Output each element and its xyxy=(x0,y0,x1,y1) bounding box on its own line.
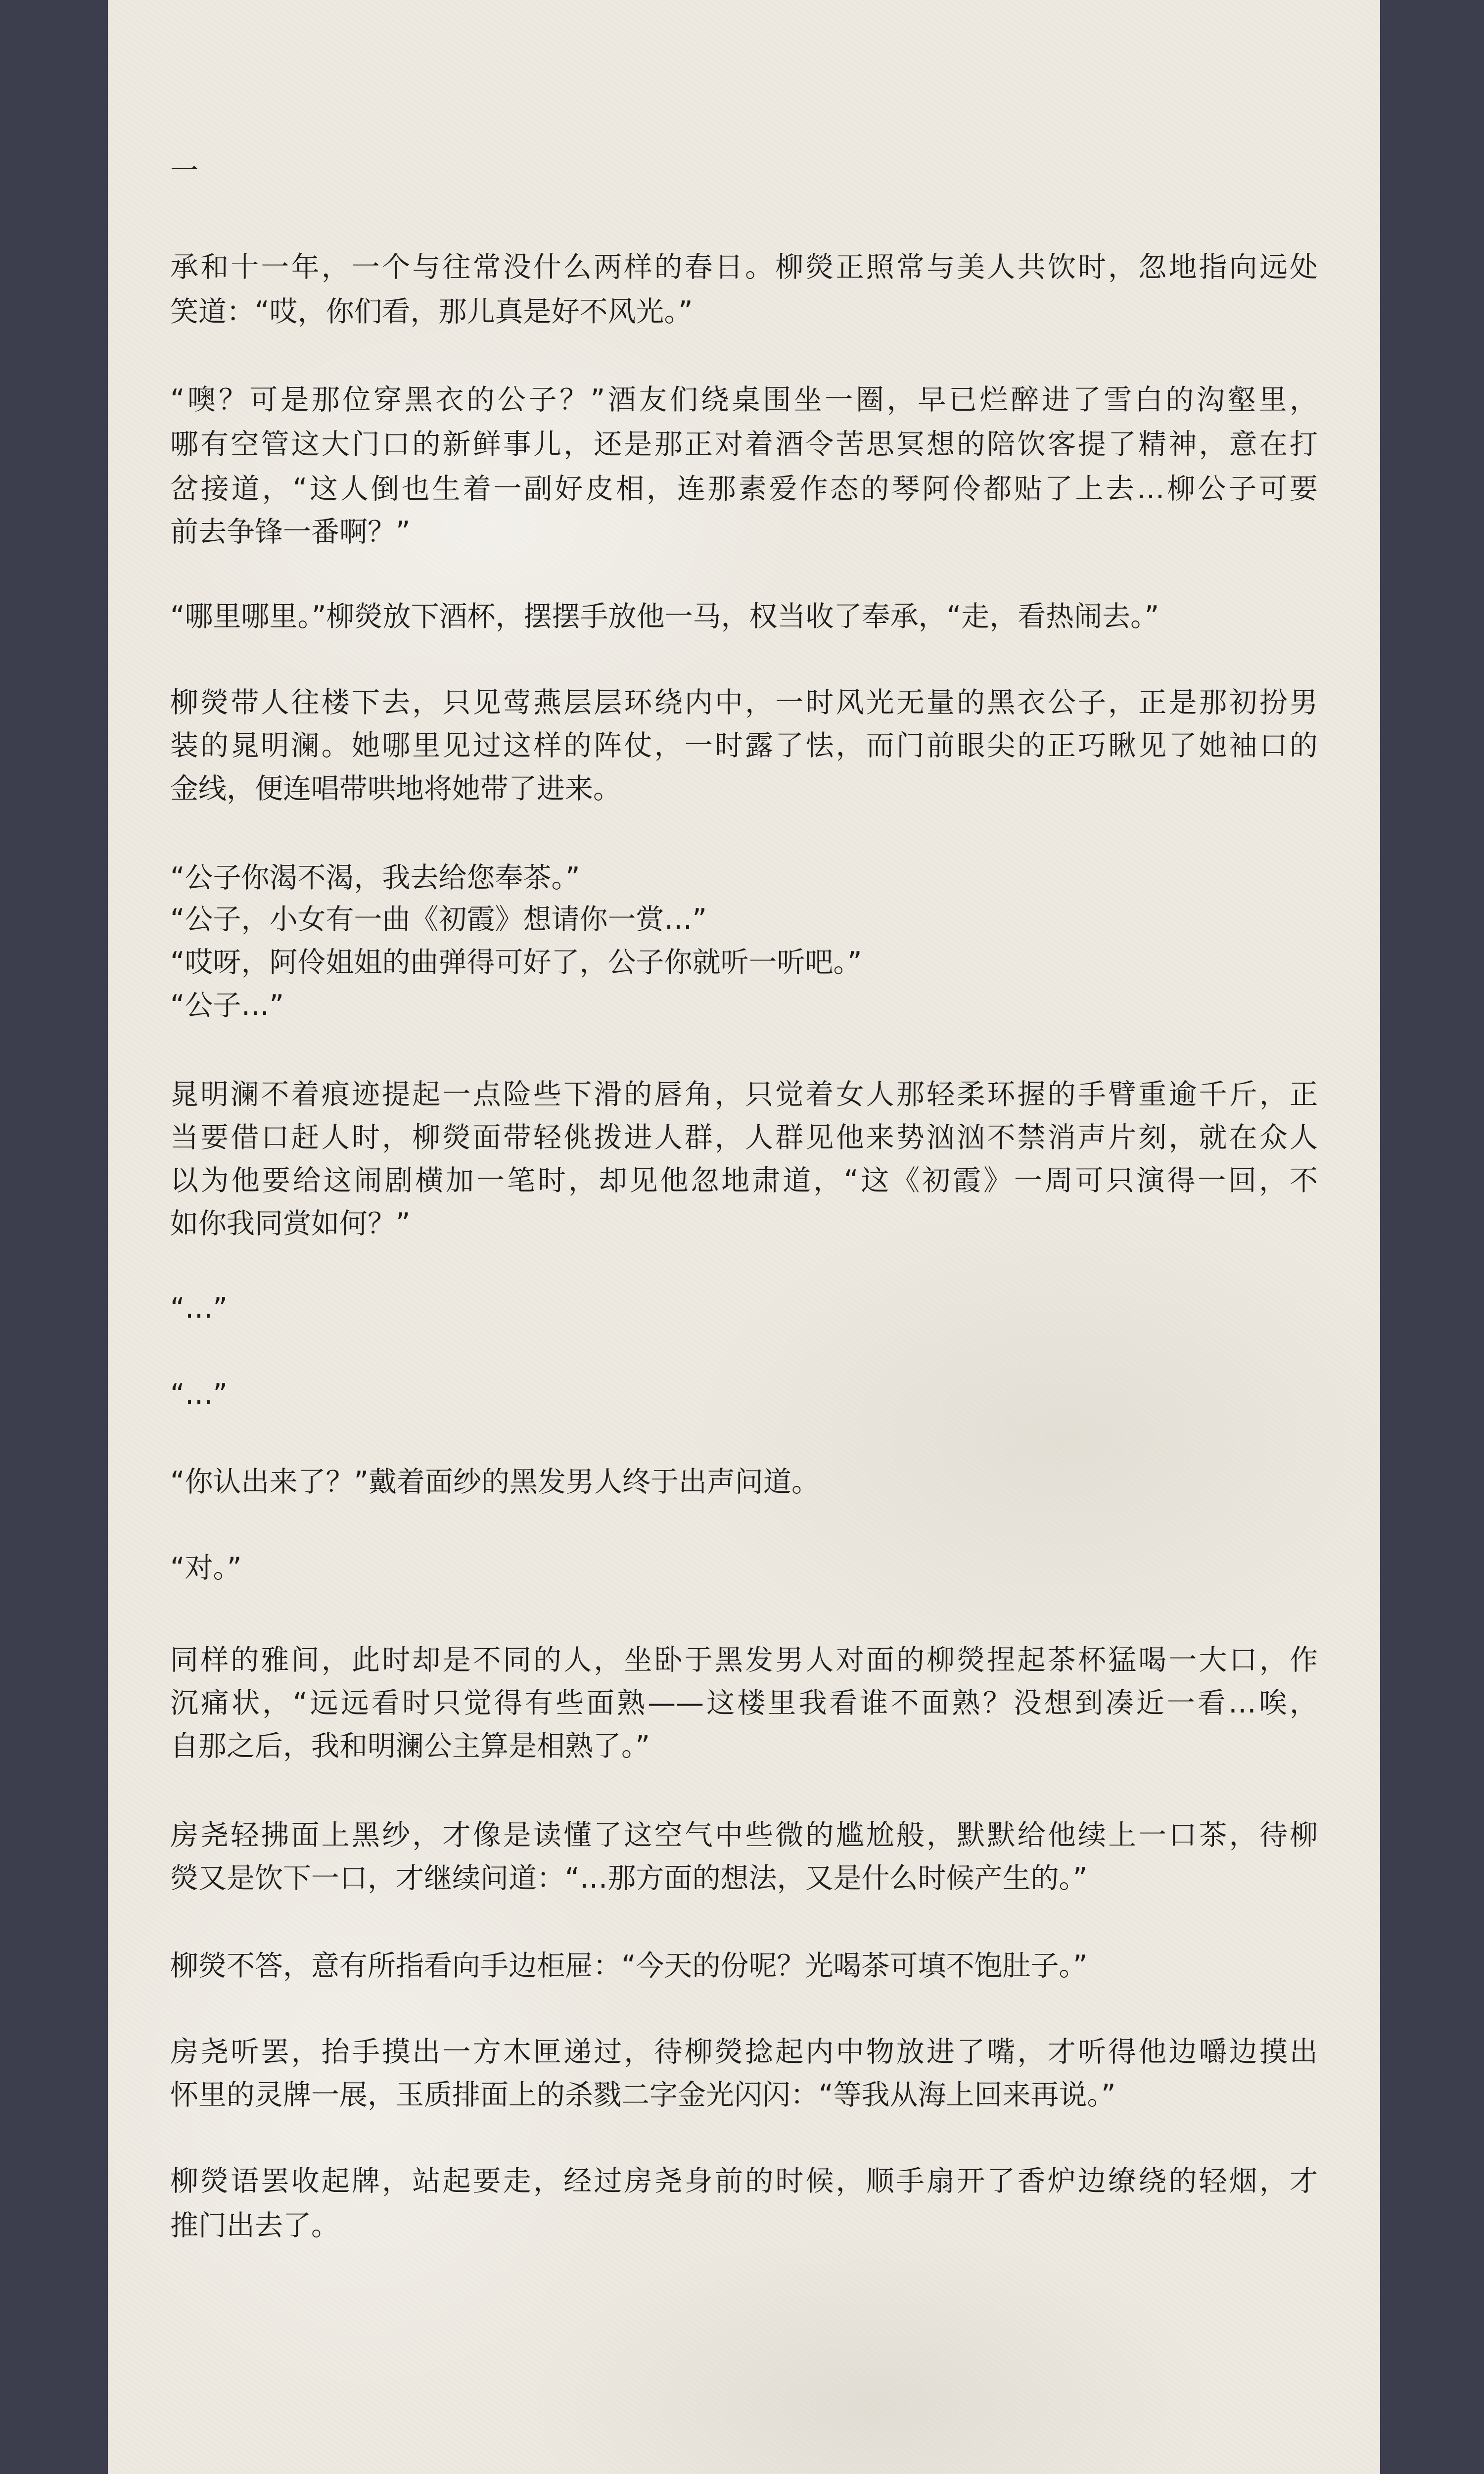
paragraph-line: 房尧听罢，抬手摸出一方木匣递过，待柳熒捻起内中物放进了嘴，才听得他边嚼边摸出 xyxy=(170,2036,1318,2068)
paragraph-line: 金线，便连唱带哄地将她带了进来。 xyxy=(170,772,621,805)
paragraph-line: 笑道：“哎，你们看，那儿真是好不风光。” xyxy=(170,295,693,328)
dialogue-line: “公子…” xyxy=(170,989,284,1022)
paragraph-line: 同样的雅间，此时却是不同的人，坐卧于黑发男人对面的柳熒捏起茶杯猛喝一大口，作 xyxy=(170,1644,1318,1676)
paragraph-line: 前去争锋一番啊？” xyxy=(170,516,411,548)
paragraph-line: 怀里的灵牌一展，玉质排面上的杀戮二字金光闪闪：“等我从海上回来再说。” xyxy=(170,2079,1116,2111)
paragraph-line: 以为他要给这闹剧横加一笔时，却见他忽地肃道，“这《初霞》一周可只演得一回，不 xyxy=(170,1164,1318,1197)
dialogue-line: “对。” xyxy=(170,1552,242,1584)
paragraph-line: 沉痛状，“远远看时只觉得有些面熟——这楼里我看谁不面熟？没想到凑近一看…唉， xyxy=(170,1687,1318,1719)
dialogue-line: “…” xyxy=(170,1292,228,1325)
dialogue-line: “公子，小女有一曲《初霞》想请你一赏…” xyxy=(170,903,707,936)
paragraph-line: “哪里哪里。”柳熒放下酒杯，摆摆手放他一马，权当收了奉承，“走，看热闹去。” xyxy=(170,600,1159,633)
paragraph-line: 哪有空管这大门口的新鲜事儿，还是那正对着酒令苦思冥想的陪饮客提了精神，意在打 xyxy=(170,428,1318,461)
paragraph-line: 推门出去了。 xyxy=(170,2209,339,2242)
paragraph-line: 如你我同赏如何？” xyxy=(170,1207,411,1240)
paragraph-line: “噢？可是那位穿黑衣的公子？”酒友们绕桌围坐一圈，早已烂醉进了雪白的沟壑里， xyxy=(170,383,1318,416)
dialogue-line: “…” xyxy=(170,1378,228,1411)
paper-page xyxy=(108,0,1380,2474)
paragraph-line: 柳熒语罢收起牌，站起要走，经过房尧身前的时候，顺手扇开了香炉边缭绕的轻烟，才 xyxy=(170,2165,1318,2197)
paragraph-line: 当要借口赶人时，柳熒面带轻佻拨进人群，人群见他来势汹汹不禁消声片刻，就在众人 xyxy=(170,1121,1318,1154)
dialogue-line: “哎呀，阿伶姐姐的曲弹得可好了，公子你就听一听吧。” xyxy=(170,946,862,979)
paragraph-line: 柳熒带人往楼下去，只见莺燕层层环绕内中，一时风光无量的黑衣公子，正是那初扮男 xyxy=(170,686,1318,719)
paragraph-line: 房尧轻拂面上黑纱，才像是读懂了这空气中些微的尴尬般，默默给他续上一口茶，待柳 xyxy=(170,1819,1318,1852)
chapter-marker: 一 xyxy=(170,154,198,187)
paragraph-line: 自那之后，我和明澜公主算是相熟了。” xyxy=(170,1730,650,1762)
paragraph-line: 承和十一年，一个与往常没什么两样的春日。柳熒正照常与美人共饮时，忽地指向远处 xyxy=(170,251,1318,284)
paragraph-line: 熒又是饮下一口，才继续问道：“…那方面的想法，又是什么时候产生的。” xyxy=(170,1862,1088,1895)
dialogue-line: “你认出来了？”戴着面纱的黑发男人终于出声问道。 xyxy=(170,1466,820,1498)
dialogue-line: “公子你渴不渴，我去给您奉茶。” xyxy=(170,861,580,894)
paragraph-line: 晁明澜不着痕迹提起一点险些下滑的唇角，只觉着女人那轻柔环握的手臂重逾千斤，正 xyxy=(170,1078,1318,1111)
paragraph-line: 岔接道，“这人倒也生着一副好皮相，连那素爱作态的琴阿伶都贴了上去…柳公子可要 xyxy=(170,473,1318,505)
paragraph-line: 柳熒不答，意有所指看向手边柜屉：“今天的份呢？光喝茶可填不饱肚子。” xyxy=(170,1950,1088,1982)
paragraph-line: 装的晁明澜。她哪里见过这样的阵仗，一时露了怯，而门前眼尖的正巧瞅见了她袖口的 xyxy=(170,729,1318,762)
